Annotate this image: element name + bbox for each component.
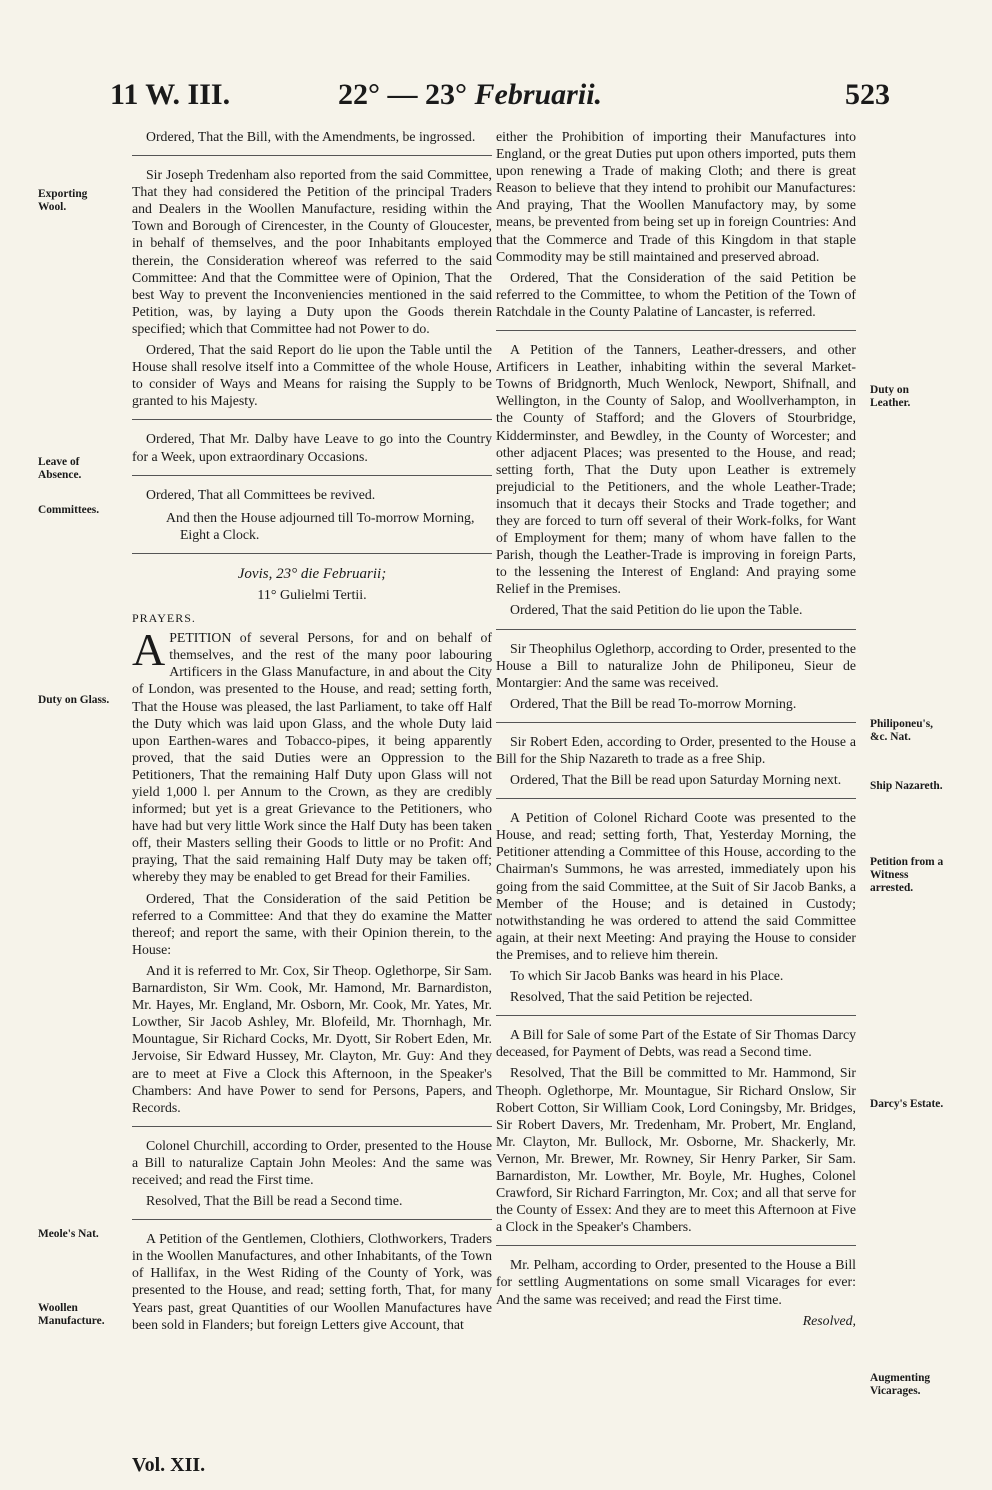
divider <box>132 1126 492 1127</box>
margin-note-ship-nazareth: Ship Nazareth. <box>870 780 943 792</box>
divider <box>496 1245 856 1246</box>
paragraph-nazareth-ordered: Ordered, That the Bill be read upon Saturday Morning next. <box>510 772 842 788</box>
margin-note-petition-witness: Petition from a Witness arrested. <box>870 856 944 894</box>
margin-note-exporting-wool: Exporting Wool. <box>38 188 88 213</box>
divider <box>132 419 492 420</box>
header-dates <box>338 78 602 112</box>
divider <box>496 722 856 723</box>
drop-cap: A <box>132 624 166 676</box>
divider <box>132 553 492 554</box>
header-month: Februarii. <box>474 78 603 111</box>
margin-note-duty-on-leather: Duty on Leather. <box>870 384 911 409</box>
margin-note-duty-on-glass: Duty on Glass. <box>38 694 110 706</box>
margin-note-philiponeu: Philiponeu's, &c. Nat. <box>870 718 933 743</box>
page-number: 523 <box>845 78 890 111</box>
reign-heading: 11° Gulielmi Tertii. <box>257 587 367 603</box>
paragraph-darcy-bill: A Bill for Sale of some Part of the Estate of Sir Thomas Darcy deceased, for Payment of Debts, was read a Second time. <box>496 1027 856 1060</box>
divider <box>132 1219 492 1220</box>
volume-footer: Vol. XII. <box>132 1454 206 1476</box>
divider <box>132 155 492 156</box>
margin-note-committees: Committees. <box>38 504 100 516</box>
paragraph-woollen-continued: either the Prohibition of importing their Manufactures into England, or the great Duties put upon others imported, puts them upon renewing a Trade of making Cloth; and there is great Reason to believe that they intend to prohibit our Manufactures: And praying, That the Woollen Manufactory may, by some means, be prevented from being set up in foreign Countries: And that the Commerce and Trade of this Kingdom in that staple Commodity may be still maintained and preserved abroad. <box>496 129 856 264</box>
divider <box>132 475 492 476</box>
divider <box>496 1015 856 1016</box>
divider <box>496 798 856 799</box>
catchword: Resolved, <box>802 1312 856 1328</box>
paragraph-committees-revived: Ordered, That all Committees be revived. <box>146 486 376 502</box>
glass-petition-text: PETITION of several Persons, for and on behalf of themselves, and the rest of the many poor labouring Artificers in the Glass Manufacture, in and about the City of London, was presented to the House, and read; setting forth, That the House was pleased, the last Parliament, to take off Half the Duty which was laid upon Glass, and the whole Duty laid upon Earthen-wares and Tobacco-pipes, it being apparently proved, that the said Duties were an Oppression to the Petitioners, That the remaining Half Duty upon Glass will not yield 1,000 l. per Annum to the Crown, as they are credibly informed; but yet is a great Grievance to the Petitioners, who have had but very little Work since the Half Duty has been taken off, their Masters selling their Goods to little or no Profit: And praying, That the said remaining Half Duty may be taken off; whereby they may be enabled to get Bread for their Families. <box>132 630 492 885</box>
paragraph-darcy-resolved: Resolved, That the Bill be committed to Mr. Hammond, Sir Theoph. Oglethorpe, Mr. Mountague, Sir Richard Onslow, Sir Robert Cotton, Sir William Cook, Lord Coningsby, Mr. Bridges, Sir Robert Davers, Mr. Tredenham, Mr. Probert, Mr. England, Mr. Clayton, Mr. Bullock, Mr. Osborne, Mr. Shackerly, Mr. Vernon, Mr. Brewer, Mr. Rowney, Sir Henry Parker, Sir Sam. Barnardiston, Mr. Lowther, Mr. Boyle, Mr. Hughes, Colonel Crawford, Sir Richard Farrington, Mr. Cox; and all that serve for the County of Essex: And they are to meet this Afternoon at Five a Clock in the Speaker's Chambers. <box>496 1065 856 1235</box>
paragraph-leave-dalby: Ordered, That Mr. Dalby have Leave to go into the Country for a Week, upon extraordinary Occasions. <box>132 431 492 464</box>
divider <box>496 629 856 630</box>
paragraph-glass-committee: And it is referred to Mr. Cox, Sir Theop. Oglethorpe, Sir Sam. Barnardiston, Sir Wm. Cook, Mr. Hamond, Mr. Barnardiston, Mr. Hayes, Mr. England, Mr. Osborn, Mr. Cook, Mr. Yates, Mr. Lowther, Sir Jacob Ashley, Mr. Blofeild, Mr. Thornhagh, Mr. Mountague, Sir Richard Cocks, Mr. Dyott, Sir Robert Eden, Mr. Jervoise, Sir Edward Hussey, Mr. Clayton, Mr. Guy: And they are to meet at Five a Clock this Afternoon, in the Speaker's Chambers: And have Power to send for Persons, Papers, and Records. <box>132 962 492 1115</box>
paragraph-woollen-petition: A Petition of the Gentlemen, Clothiers, Clothworkers, Traders in the Woollen Manufactures, and other Inhabitants, of the Town of Hallifax, in the West Riding of the County of York, was presented to the House, and read; setting forth, That, for many Years past, great Quantities of our Woollen Manufactures have been sold in Flanders; but foreign Letters give Account, that <box>132 1231 492 1332</box>
regnal-year: 11 W. III. <box>110 78 231 111</box>
margin-note-meoles-nat: Meole's Nat. <box>38 1228 99 1240</box>
margin-note-darcy-estate: Darcy's Estate. <box>870 1098 944 1110</box>
margin-note-leave-of-absence: Leave of Absence. <box>38 456 82 481</box>
header-date-range: 22° — 23° <box>338 78 467 111</box>
paragraph-tredenham-report: Sir Joseph Tredenham also reported from the said Committee, That they had considered the Petition of the principal Traders and Dealers in the Woollen Manufacture, residing within the Town and Borough of Cirencester, in the County of Gloucester, in behalf of themselves, and the poor Inhabitants employed therein, the Consideration whereof was referred to the said Committee: And that the Committee were of Opinion, That the best Way to prevent the Inconveniencies mentioned in the said Petition, was, by laying a Duty upon the Goods therein specified; which that Committee had not Power to do. <box>132 167 492 336</box>
prayers-label: PRAYERS. <box>132 611 196 626</box>
day-heading: Jovis, 23° die Februarii; <box>237 565 387 582</box>
page-header <box>110 78 890 118</box>
paragraph-coote-petition: A Petition of Colonel Richard Coote was presented to the House, and read; setting forth, That, Yesterday Morning, the Petitioner attending a Committee of this House, according to the Chairman's Summons, he was arrested, immediately upon his going from the said Committee, at the Suit of Sir Jacob Banks, a Member of the House; and is detained in Custody; notwithstanding he was ordered to attend the said Committee again, at their next Meeting: And praying the House to consider the Premises, and to relieve him therein. <box>496 810 856 962</box>
paragraph-nazareth-bill: Sir Robert Eden, according to Order, presented to the House a Bill for the Ship Nazareth to trade as a free Ship. <box>496 733 856 766</box>
paragraph-philiponeu-bill: Sir Theophilus Oglethorp, according to Order, presented to the House a Bill to naturalize John de Philiponeu, Sieur de Montargier: And the same was received. <box>496 640 856 690</box>
paragraph-pelham-bill: Mr. Pelham, according to Order, presented to the House a Bill for settling Augmentations on some small Vicarages for ever: And the same was received; and read the First time. <box>496 1257 856 1307</box>
adjournment: And then the House adjourned till To-morrow Morning, Eight a Clock. <box>166 509 475 542</box>
paragraph-leather-petition: A Petition of the Tanners, Leather-dressers, and other Artificers in Leather, inhabiting within the several Market-Towns of Bridgnorth, Much Wenlock, Newport, Shifnall, and Wellington, in the County of Salop, and Woollverhampton, in the County of Stafford; and the Glovers of Stourbridge, Kidderminster, and Bewdley, in the County of Worcester; and other adjacent Places; was presented to the House, and read; setting forth, That the Duty upon Leather is extremely prejudicial to the Petitioners, and the whole Leather-Trade; insomuch that it decays their Stocks and Trade together; and they are forced to turn off several of their Work-folks, for Want of Employment for them; many of whom have fallen to the Parish, though the Leather-Trade is improving in foreign Parts, to the lessening the Interest of England: And praying some Relief in the Premises. <box>496 342 856 597</box>
margin-note-augmenting-vicarages: Augmenting Vicarages. <box>870 1372 931 1397</box>
paragraph-coote-banks: To which Sir Jacob Banks was heard in his Place. <box>510 968 784 984</box>
divider <box>496 330 856 331</box>
paragraph-leather-ordered: Ordered, That the said Petition do lie upon the Table. <box>510 602 803 618</box>
margin-note-woollen-manufacture: Woollen Manufacture. <box>38 1302 105 1327</box>
paragraph-coote-resolved: Resolved, That the said Petition be rejected. <box>510 989 753 1005</box>
right-column <box>496 128 856 1333</box>
paragraph-woollen-ordered: Ordered, That the Consideration of the said Petition be referred to the Committee, to whom the Petition of the Town of Ratchdale in the County Palatine of Lancaster, is referred. <box>496 269 856 319</box>
paragraph-meoles-bill: Colonel Churchill, according to Order, presented to the House a Bill to naturalize Captain John Meoles: And the same was received; and read the First time. <box>132 1137 492 1187</box>
paragraph-glass-ordered: Ordered, That the Consideration of the said Petition be referred to a Committee: And that they do examine the Matter thereof; and report the same, with their Opinion therein, to the House: <box>132 890 492 957</box>
paragraph-philiponeu-ordered: Ordered, That the Bill be read To-morrow Morning. <box>510 695 797 711</box>
paragraph-glass-petition <box>132 624 492 885</box>
paragraph-meoles-resolved: Resolved, That the Bill be read a Second time. <box>146 1193 403 1209</box>
paragraph-ingrossed: Ordered, That the Bill, with the Amendments, be ingrossed. <box>146 129 476 144</box>
paragraph-report-ordered: Ordered, That the said Report do lie upon the Table until the House shall resolve itself into a Committee of the whole House, to consider of Ways and Means for raising the Supply to be granted to his Majesty. <box>132 342 492 409</box>
left-column <box>132 128 492 1337</box>
